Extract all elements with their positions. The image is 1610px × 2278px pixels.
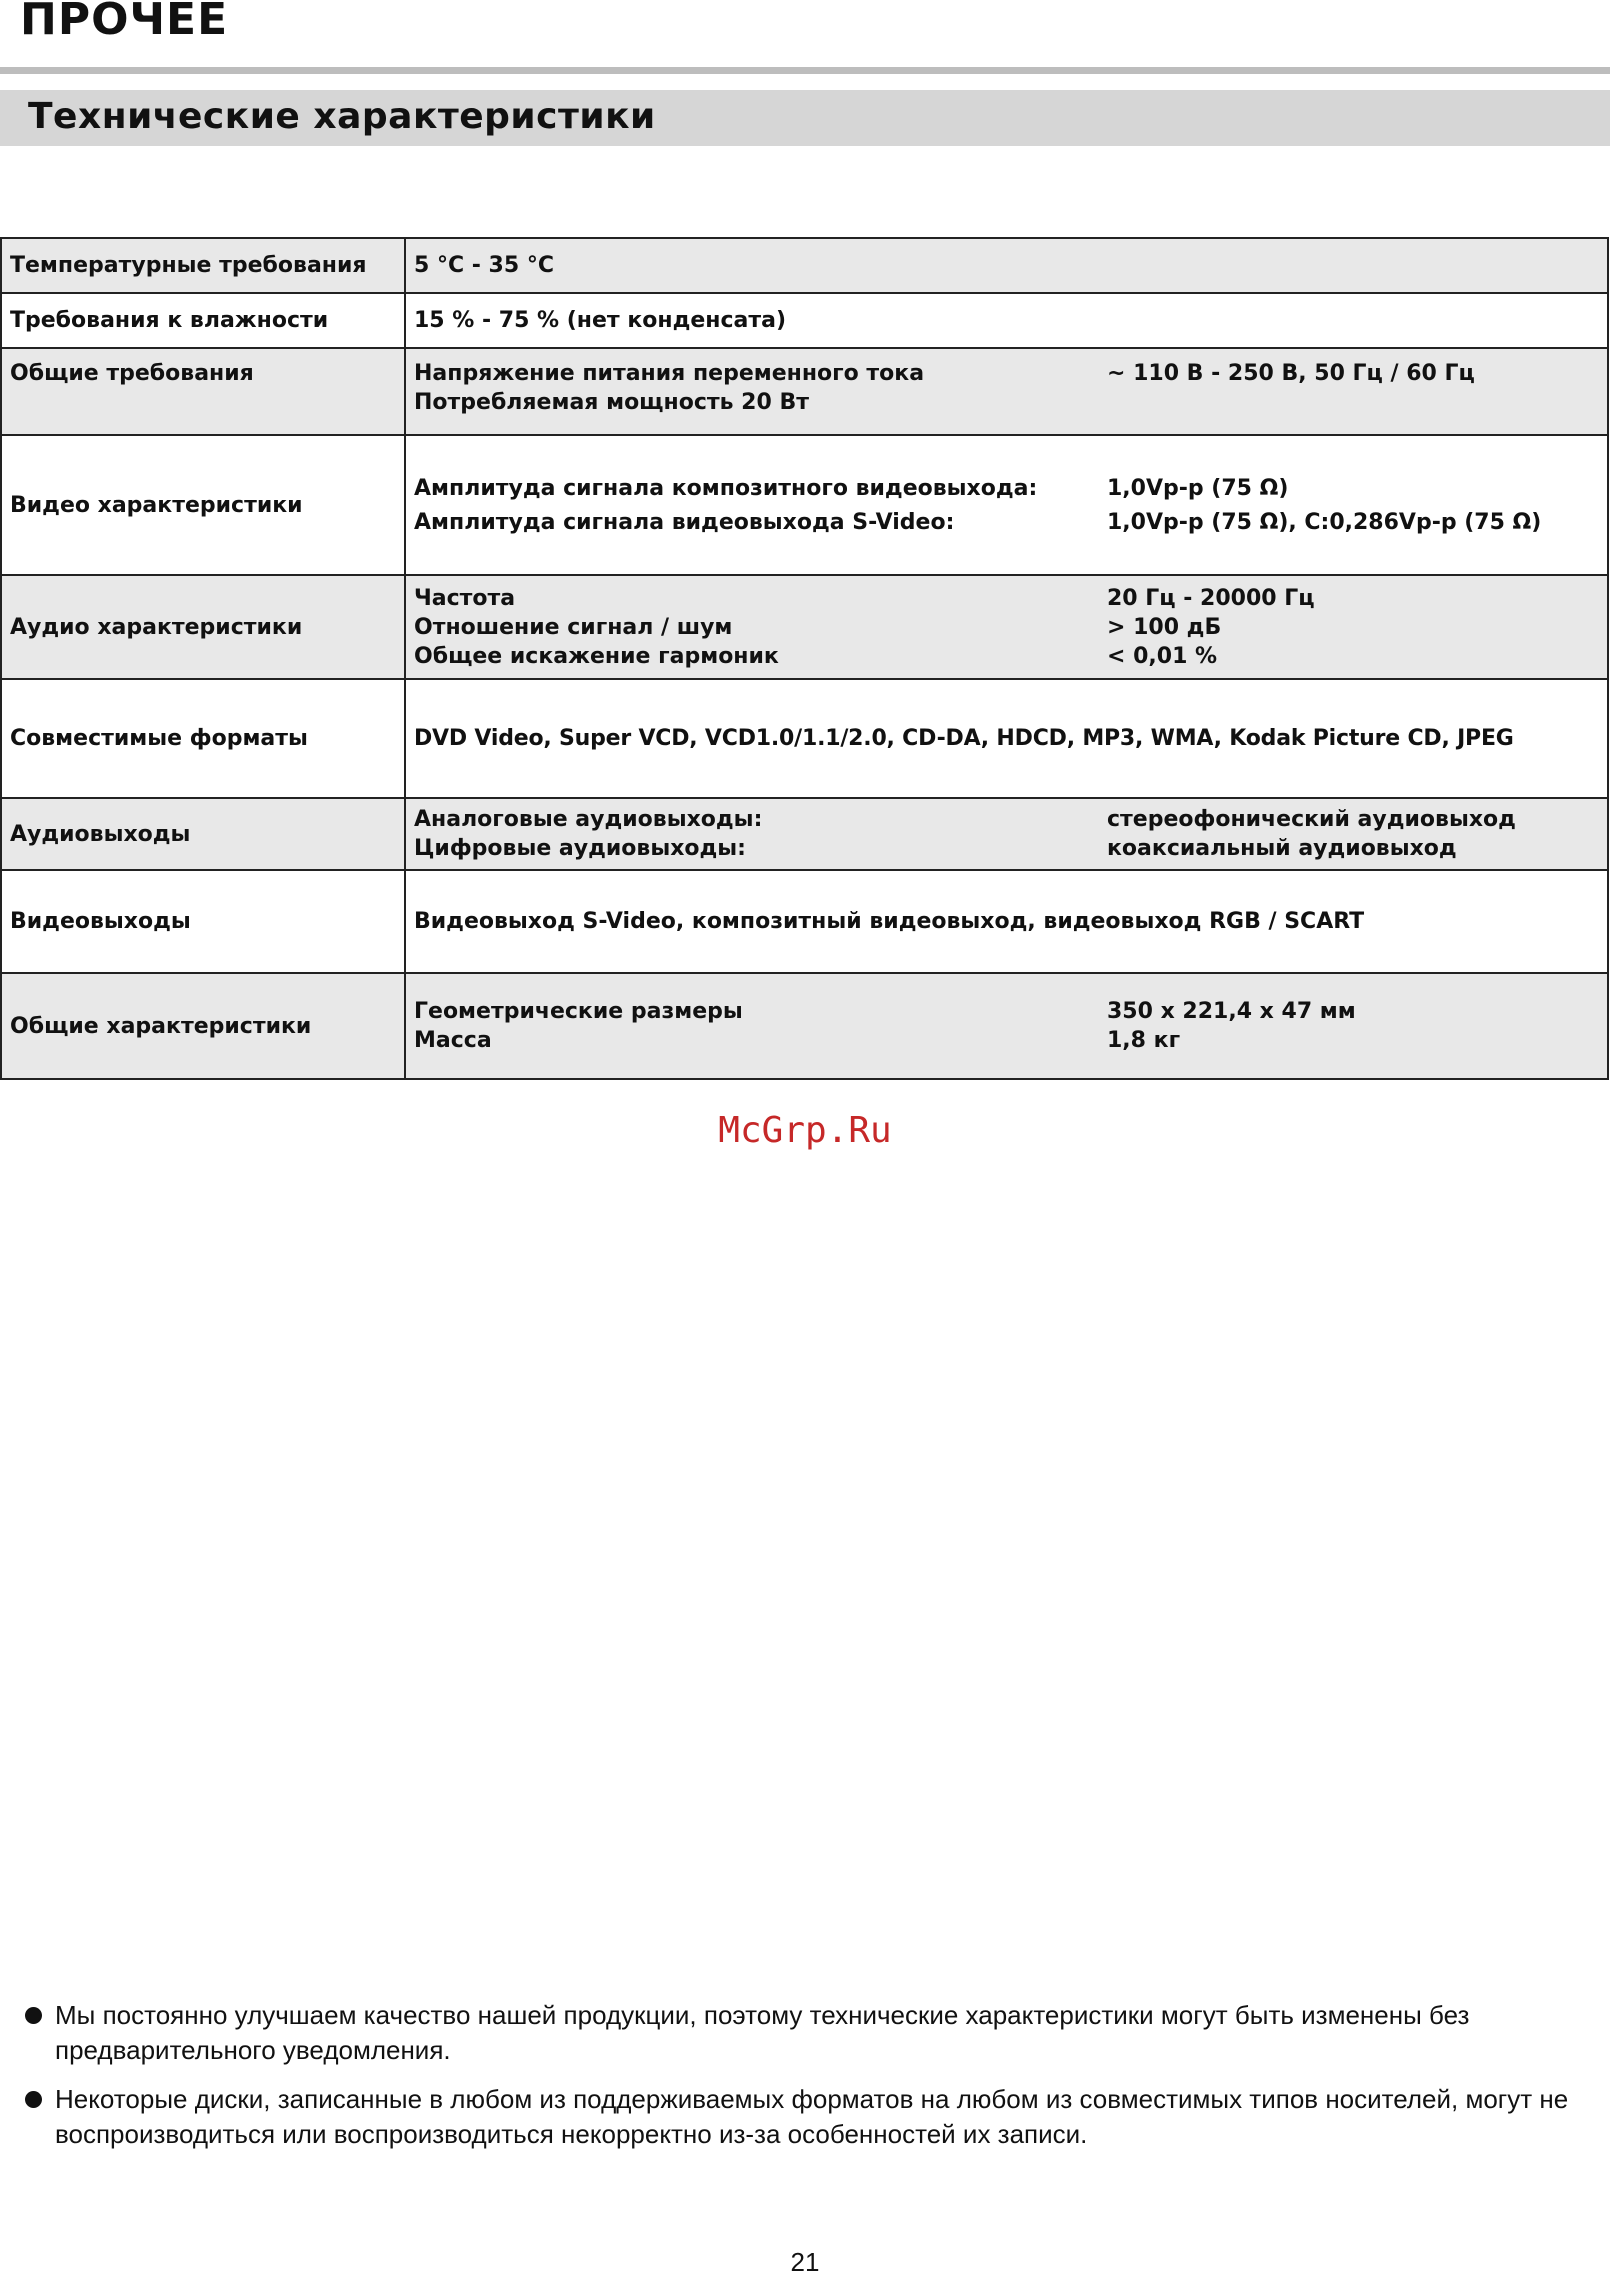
spec-label: Общие характеристики (1, 973, 405, 1079)
footnote-item (25, 2082, 1610, 2152)
page-title: Технические характеристики (28, 96, 656, 137)
spec-line (414, 388, 1599, 417)
spec-key: Амплитуда сигнала композитного видеовыхода: (414, 475, 1038, 501)
spec-val: 20 Гц - 20000 Гц (1107, 585, 1315, 611)
section-title: ПРОЧЕЕ (20, 0, 229, 45)
spec-line (414, 805, 1599, 834)
bullet-icon (25, 2091, 42, 2108)
spec-key: Отношение сигнал / шум (414, 614, 733, 640)
spec-value: 5 °С - 35 °С (405, 238, 1608, 293)
spec-label: Аудио характеристики (1, 575, 405, 679)
page-number: 21 (790, 2247, 820, 2277)
subheader-band (0, 90, 1610, 146)
spec-line (414, 359, 1599, 388)
spec-label: Совместимые форматы (1, 679, 405, 798)
bullet-icon (25, 2007, 42, 2024)
spec-line (414, 834, 1599, 863)
watermark: McGrp.Ru (718, 1110, 892, 1151)
spec-line (414, 474, 1599, 503)
spec-val: 1,0Vp-p (75 Ω) (1107, 475, 1289, 501)
spec-value (405, 798, 1608, 870)
spec-val: 1,8 кг (1107, 1028, 1181, 1053)
spec-key: Геометрические размеры (414, 999, 743, 1024)
spec-val: 350 x 221,4 x 47 мм (1107, 999, 1356, 1024)
spec-label: Температурные требования (1, 238, 405, 293)
top-divider (0, 67, 1610, 74)
spec-val: 1,0Vp-p (75 Ω), C:0,286Vp-p (75 Ω) (1107, 509, 1542, 535)
footnotes (25, 1998, 1610, 2166)
spec-label: Видео характеристики (1, 435, 405, 575)
spec-row-general (1, 348, 1608, 435)
spec-key: Потребляемая мощность 20 Вт (414, 390, 809, 415)
spec-label: Общие требования (1, 348, 405, 435)
footnote-text: Некоторые диски, записанные в любом из поддерживаемых форматов на любом из совместимых типов носителей, могут не воспроизводиться или воспроизводиться некорректно из-за особенностей их записи. (55, 2084, 1569, 2149)
spec-row-video (1, 435, 1608, 575)
spec-val: ~ 110 В - 250 В, 50 Гц / 60 Гц (1107, 361, 1475, 386)
spec-val: > 100 дБ (1107, 614, 1222, 640)
spec-row-formats (1, 679, 1608, 798)
spec-row-temperature (1, 238, 1608, 293)
spec-key: Общее искажение гармоник (414, 643, 779, 669)
spec-row-audio-outputs (1, 798, 1608, 870)
spec-value: Видеовыход S-Video, композитный видеовыход, видеовыход RGB / SCART (405, 870, 1608, 973)
spec-row-overall (1, 973, 1608, 1079)
spec-val: стереофонический аудиовыход (1107, 807, 1516, 832)
spec-key: Напряжение питания переменного тока (414, 361, 925, 386)
spec-value: DVD Video, Super VCD, VCD1.0/1.1/2.0, CD-DA, HDCD, MP3, WMA, Kodak Picture CD, JPEG (405, 679, 1608, 798)
spec-val: коаксиальный аудиовыход (1107, 836, 1457, 861)
spec-value (405, 973, 1608, 1079)
spec-val: < 0,01 % (1107, 643, 1218, 669)
spec-line (414, 1026, 1599, 1055)
spec-label: Аудиовыходы (1, 798, 405, 870)
spec-value: 15 % - 75 % (нет конденсата) (405, 293, 1608, 348)
spec-key: Масса (414, 1028, 492, 1053)
spec-value (405, 575, 1608, 679)
footnote-text: Мы постоянно улучшаем качество нашей продукции, поэтому технические характеристики могут быть изменены без предварительного уведомления. (55, 2000, 1470, 2065)
spec-value (405, 348, 1608, 435)
spec-label: Требования к влажности (1, 293, 405, 348)
spec-line (414, 508, 1599, 537)
spec-line (414, 997, 1599, 1026)
spec-value (405, 435, 1608, 575)
spec-key: Частота (414, 585, 516, 611)
spec-line (414, 642, 1599, 671)
spec-key: Аналоговые аудиовыходы: (414, 807, 763, 832)
footnote-item (25, 1998, 1610, 2068)
spec-key: Цифровые аудиовыходы: (414, 836, 746, 861)
spec-row-video-outputs (1, 870, 1608, 973)
spec-label: Видеовыходы (1, 870, 405, 973)
spec-line (414, 613, 1599, 642)
spec-table (0, 237, 1609, 1080)
spec-line (414, 584, 1599, 613)
spec-row-audio (1, 575, 1608, 679)
spec-key: Амплитуда сигнала видеовыхода S-Video: (414, 509, 955, 535)
spec-row-humidity (1, 293, 1608, 348)
